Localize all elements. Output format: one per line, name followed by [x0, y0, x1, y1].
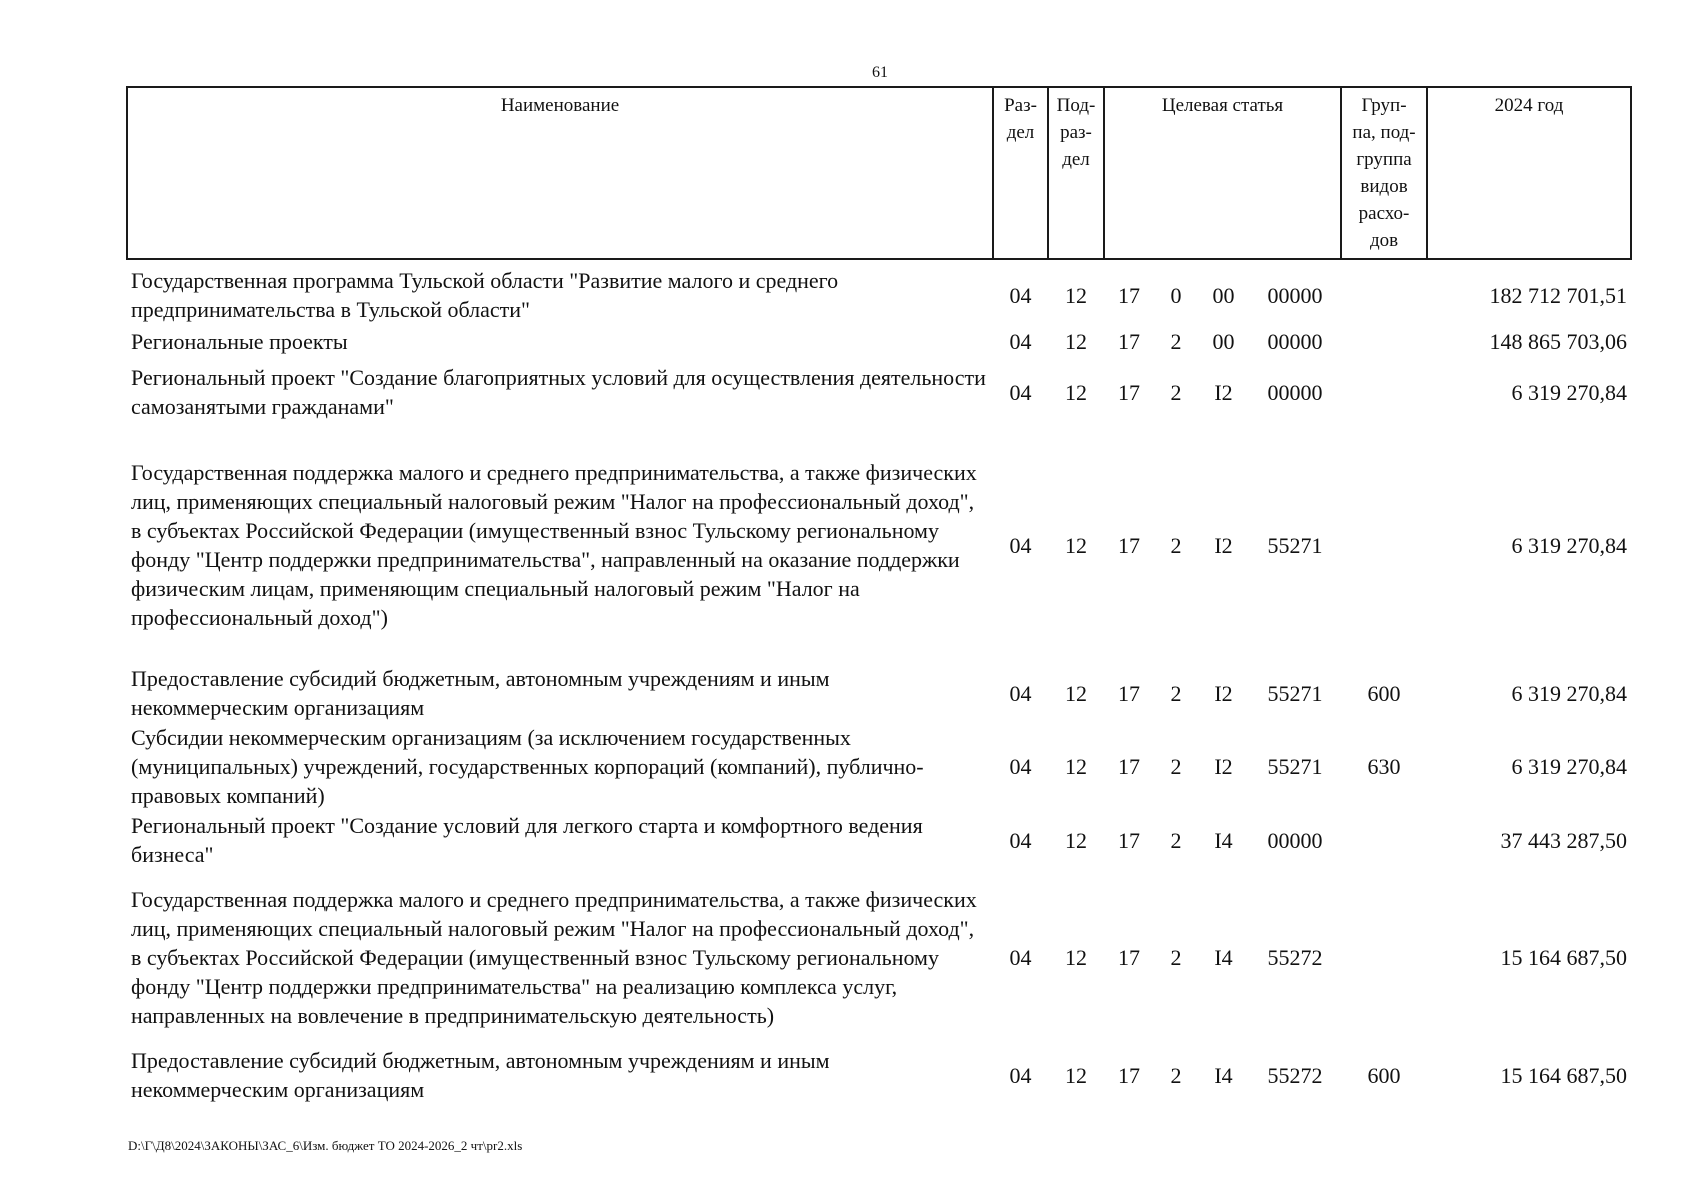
file-path-footer: D:\Г\Д8\2024\ЗАКОНЫ\ЗАС_6\Изм. бюджет ТО 2024-2026_2 чт\pr2.xls [128, 1138, 523, 1153]
row-target-program: 17 [1118, 680, 1140, 706]
row-razdel: 04 [1009, 1062, 1032, 1088]
row-target-code: 00000 [1267, 827, 1323, 853]
row-sum: 15 164 687,50 [1500, 1062, 1628, 1088]
row-name: Государственная поддержка малого и среднего предпринимательства, а также физических лиц, применяющих специальный налоговый режим "Налог на профессиональный доход", в субъектах Российской Федерации (имущественный взнос Тульскому региональному фонду "Центр поддержки предпринимательства" на реализацию комплекса услуг, направленных на вовлечение в предпринимательскую деятельность) [131, 887, 977, 1028]
row-target-program: 17 [1118, 827, 1140, 853]
row-razdel: 04 [1009, 379, 1032, 405]
row-target-direction: I2 [1214, 754, 1233, 779]
row-name: Предоставление субсидий бюджетным, автономным учреждениям и иным некоммерческим организациям [131, 1048, 830, 1102]
row-target-type: 2 [1170, 1062, 1182, 1088]
table-row [127, 357, 1631, 427]
row-group [1341, 445, 1427, 645]
table-row [127, 663, 1631, 723]
row-podrazdel: 12 [1065, 827, 1087, 853]
row-name: Региональные проекты [131, 329, 348, 354]
row-target-direction: I4 [1214, 945, 1233, 970]
row-sum: 37 443 287,50 [1500, 827, 1628, 853]
table-row [127, 723, 1631, 810]
table-row [127, 445, 1631, 645]
row-target-direction: I2 [1214, 379, 1233, 405]
budget-table-container [126, 86, 1630, 1105]
row-target-type: 2 [1170, 680, 1182, 706]
row-target-code: 55271 [1267, 680, 1323, 706]
row-target-program: 17 [1118, 379, 1140, 405]
row-podrazdel: 12 [1065, 282, 1087, 308]
row-target-direction: 00 [1212, 282, 1235, 308]
row-name: Региональный проект "Создание благоприятных условий для осуществления деятельности самозанятыми гражданами" [131, 365, 986, 419]
row-name: Предоставление субсидий бюджетным, автономным учреждениям и иным некоммерческим организациям [131, 666, 830, 720]
table-header-row [127, 87, 1631, 259]
table-row [127, 259, 1631, 326]
row-target-code: 00000 [1267, 329, 1323, 354]
row-group [1341, 870, 1427, 1045]
row-group [1341, 259, 1427, 326]
row-target-type: 2 [1170, 945, 1182, 970]
row-target-code: 55271 [1267, 532, 1323, 558]
row-sum: 15 164 687,50 [1500, 945, 1628, 970]
row-target-code: 55272 [1267, 1062, 1323, 1088]
row-group [1341, 357, 1427, 427]
row-target-code: 55271 [1267, 754, 1323, 779]
row-group: 630 [1367, 754, 1401, 779]
row-target-program: 17 [1118, 282, 1140, 308]
row-target-type: 2 [1170, 379, 1182, 405]
row-target-direction: I4 [1214, 1062, 1233, 1088]
row-podrazdel: 12 [1065, 1062, 1087, 1088]
row-target-code: 55272 [1267, 945, 1323, 970]
row-target-type: 0 [1170, 282, 1182, 308]
row-spacer [127, 427, 1631, 445]
row-name: Государственная программа Тульской области "Развитие малого и среднего предпринимательства в Тульской области" [131, 268, 839, 322]
row-sum: 182 712 701,51 [1489, 282, 1628, 308]
row-sum: 6 319 270,84 [1511, 754, 1628, 779]
row-razdel: 04 [1009, 754, 1032, 779]
header-expense-group: Груп- па, под- группа видов расхо- дов [1341, 87, 1427, 259]
row-target-program: 17 [1118, 945, 1140, 970]
row-target-type: 2 [1170, 532, 1182, 558]
header-name: Наименование [127, 87, 993, 259]
row-name: Региональный проект "Создание условий для легкого старта и комфортного ведения бизнеса" [131, 813, 923, 867]
header-year: 2024 год [1427, 87, 1631, 259]
row-target-type: 2 [1170, 754, 1182, 779]
row-name: Субсидии некоммерческим организациям (за исключением государственных (муниципальных) учреждений, государственных корпораций (компаний), публично-правовых компаний) [131, 725, 924, 808]
table-row [127, 1045, 1631, 1105]
row-razdel: 04 [1009, 282, 1032, 308]
row-target-direction: I2 [1214, 532, 1233, 558]
row-podrazdel: 12 [1065, 329, 1087, 354]
row-target-direction: I2 [1214, 680, 1233, 706]
row-sum: 6 319 270,84 [1511, 680, 1628, 706]
row-podrazdel: 12 [1065, 680, 1087, 706]
row-name: Государственная поддержка малого и среднего предпринимательства, а также физических лиц, применяющих специальный налоговый режим "Налог на профессиональный доход", в субъектах Российской Федерации (имущественный взнос Тульскому региональному фонду "Центр поддержки предпринимательства", направленный на оказание поддержки физическим лицам, применяющим специальный налоговый режим "Налог на профессиональный доход") [131, 460, 977, 630]
row-razdel: 04 [1009, 945, 1032, 970]
row-target-program: 17 [1118, 1062, 1140, 1088]
row-target-type: 2 [1170, 329, 1182, 354]
row-group [1341, 326, 1427, 357]
table-row [127, 810, 1631, 870]
budget-table [126, 86, 1632, 1105]
row-spacer [127, 645, 1631, 663]
row-razdel: 04 [1009, 827, 1032, 853]
header-target-article: Целевая статья [1104, 87, 1341, 259]
row-target-code: 00000 [1267, 379, 1323, 405]
row-group: 600 [1367, 680, 1401, 706]
row-target-program: 17 [1118, 329, 1140, 354]
row-target-program: 17 [1118, 532, 1140, 558]
row-podrazdel: 12 [1065, 379, 1087, 405]
row-target-type: 2 [1170, 827, 1182, 853]
row-podrazdel: 12 [1065, 532, 1087, 558]
row-podrazdel: 12 [1065, 754, 1087, 779]
row-sum: 6 319 270,84 [1511, 532, 1628, 558]
header-razdel: Раз- дел [993, 87, 1048, 259]
row-target-direction: 00 [1212, 329, 1235, 354]
row-target-code: 00000 [1267, 282, 1323, 308]
table-row [127, 326, 1631, 357]
row-podrazdel: 12 [1065, 945, 1087, 970]
row-target-direction: I4 [1214, 827, 1233, 853]
table-row [127, 870, 1631, 1045]
row-target-program: 17 [1118, 754, 1140, 779]
header-podrazdel: Под- раз- дел [1048, 87, 1104, 259]
row-group: 600 [1367, 1062, 1401, 1088]
page-number: 61 [872, 64, 888, 81]
row-razdel: 04 [1009, 532, 1032, 558]
row-razdel: 04 [1009, 329, 1032, 354]
row-group [1341, 810, 1427, 870]
row-sum: 6 319 270,84 [1511, 379, 1628, 405]
row-razdel: 04 [1009, 680, 1032, 706]
row-sum: 148 865 703,06 [1489, 329, 1628, 354]
